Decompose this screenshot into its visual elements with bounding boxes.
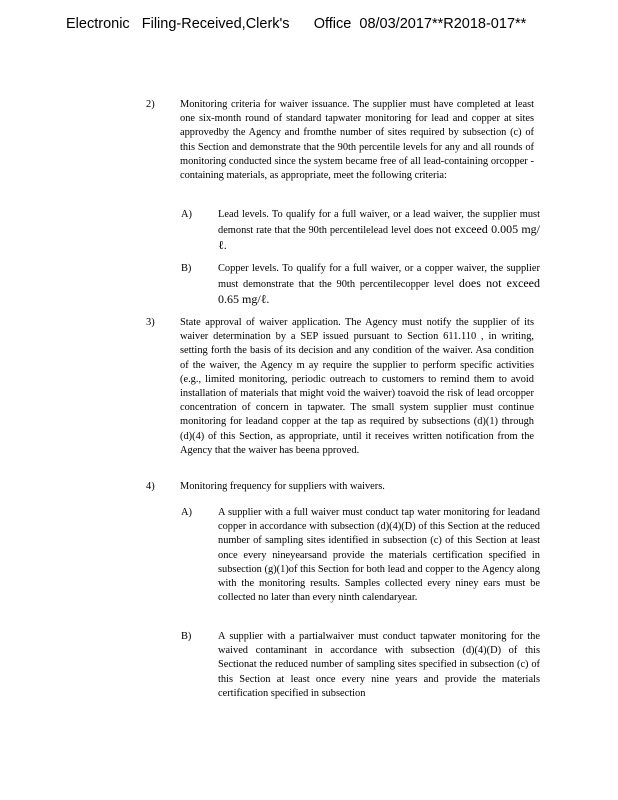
filing-header: Electronic Filing-Received,Clerk's Office 08/03/2017**R2018-017** bbox=[66, 16, 527, 32]
item-text: Monitoring frequency for suppliers with waivers. bbox=[180, 481, 385, 492]
item-text: State approval of waiver application. The Agency must notify the supplier of its waiver determination by a SEP issued pursuant to Section 611.110 , in writing, setting forth the basis of its decision and any condition of the waiver. Asa condition of the waiver, the Agency m ay require the supplier to perform specific activities (e.g., limited monitoring, periodic outreach to customers to remind them to avoid installation of materials that might void the waiver) toavoid the risk of lead orcopper concentration of concern in tapwater. The small system supplier must continue monitoring for leadand copper at the tap as required by subsections (d)(1) through (d)(4) of this Section, as appropriate, until it receives written notification from the Agency that the waiver has beena pproved. bbox=[180, 317, 534, 456]
item-number: B) bbox=[181, 631, 192, 642]
item-text: A supplier with a full waiver must conduct tap water monitoring for leadand copper in accordance with subsection (d)(4)(D) of this Section at the reduced number of sampling sites identified in subsection (c) of this Section at least once every nineyearsand provide the materials certification specified in subsection (g)(1)of this Section for both lead and copper to the Agency along with the monitoring results. Samples collected every niney ears must be collected no later than every ninth calendaryear. bbox=[218, 507, 540, 604]
item-number: 2) bbox=[146, 99, 155, 110]
item-number: B) bbox=[181, 263, 192, 274]
item-text-block bbox=[218, 208, 540, 255]
item-number: A) bbox=[181, 209, 192, 220]
item-text: Monitoring criteria for waiver issuance. The supplier must have completed at least one six-month round of standard tapwater monitoring for lead and copper at sites approvedby the Agency and fromthe number of sites required by subsection (c) of this Section and demonstrate that the 90th percentile levels for any and all rounds of monitoring conducted since the system became free of all lead-containing orcopper -containing materials, as appropriate, meet the following criteria: bbox=[180, 99, 534, 182]
item-number: 3) bbox=[146, 317, 155, 328]
item-number: 4) bbox=[146, 481, 155, 492]
item-text-tail: not exceed 0.005 mg/ℓ. bbox=[218, 222, 540, 253]
item-text: Lead levels. To qualify for a full waiver, or a lead waiver, the supplier must demonst rate that the 90th percentilelead level does bbox=[218, 209, 540, 237]
item-text: Copper levels. To qualify for a full waiver, or a copper waiver, the supplier must demonstrate that the 90th percentilecopper level bbox=[218, 263, 540, 291]
item-text: A supplier with a partialwaiver must conduct tapwater monitoring for the waived contaminant in accordance with subsection (d)(4)(D) of this Sectionat the reduced number of sampling sites specified in subsection (c) of this Section at least once every nine years and provide the materials certification specified in subsection bbox=[218, 631, 540, 699]
item-text-tail: does not exceed 0.65 mg/ℓ. bbox=[218, 276, 540, 307]
item-text-block bbox=[218, 262, 540, 309]
item-number: A) bbox=[181, 507, 192, 518]
